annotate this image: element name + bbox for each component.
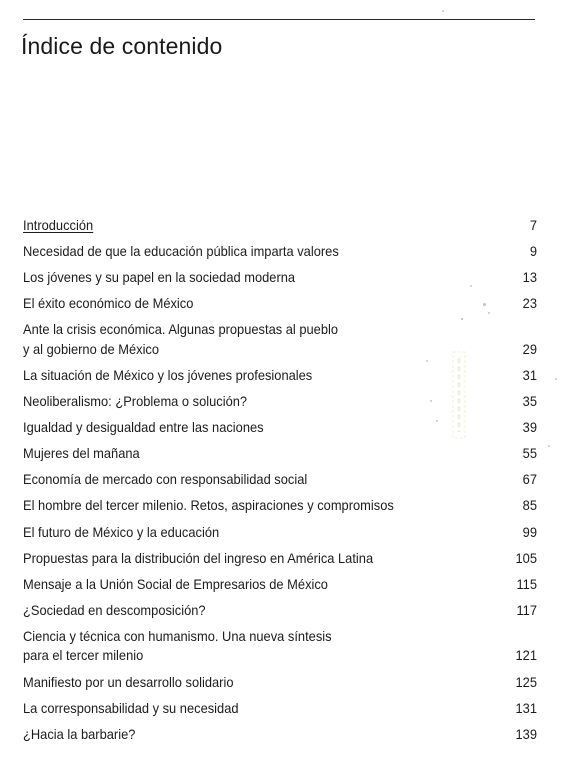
toc-entry-page-number: 99 — [522, 523, 538, 540]
toc-entry-page-number: 131 — [515, 699, 538, 716]
scan-speck — [488, 312, 490, 314]
toc-entry — [23, 268, 537, 294]
toc-entry-title: El éxito económico de México — [23, 295, 194, 312]
toc-entry — [23, 549, 537, 575]
toc-entry-page-number: 117 — [516, 601, 538, 618]
toc-entry-title: ¿Sociedad en descomposición? — [23, 601, 206, 618]
toc-entry-page-number: 85 — [522, 497, 538, 514]
toc-entry-title: Propuestas para la distribución del ingreso en América Latina — [23, 549, 374, 566]
toc-entry-page-number: 9 — [529, 243, 538, 260]
toc-entry — [23, 470, 537, 496]
toc-entry-page-number: 55 — [522, 445, 538, 462]
toc-entry-page-number: 39 — [522, 419, 538, 436]
scan-speck — [483, 303, 486, 306]
toc-entry-page-number: 7 — [529, 217, 538, 233]
toc-entry-title: Los jóvenes y su papel en la sociedad moderna — [23, 269, 296, 286]
toc-entry-page-number: 105 — [515, 549, 538, 566]
page-title: Índice de contenido — [21, 33, 223, 59]
toc-entry-title: Necesidad de que la educación pública imparta valores — [23, 243, 339, 260]
toc-entry-page-number: 23 — [522, 295, 538, 312]
toc-entry — [23, 496, 537, 522]
table-of-contents — [23, 216, 537, 751]
toc-entry-title: Mujeres del mañana — [23, 445, 140, 462]
toc-entry-page-number: 29 — [522, 340, 538, 357]
toc-entry — [23, 444, 537, 470]
toc-entry — [23, 725, 537, 751]
toc-entry-title: El futuro de México y la educación — [23, 523, 220, 540]
top-rule — [23, 19, 535, 20]
toc-entry-title: El hombre del tercer milenio. Retos, aspiraciones y compromisos — [23, 497, 394, 514]
toc-entry-title: Economía de mercado con responsabilidad social — [23, 471, 308, 488]
toc-entry — [23, 673, 537, 699]
toc-entry — [23, 575, 537, 601]
toc-entry-page-number: 139 — [515, 725, 538, 742]
toc-entry — [23, 523, 537, 549]
scan-speck — [426, 360, 428, 362]
toc-entry-page-number: 31 — [522, 366, 538, 383]
toc-entry — [23, 216, 537, 242]
toc-entry-page-number: 67 — [522, 471, 538, 488]
toc-entry-title: La corresponsabilidad y su necesidad — [23, 699, 239, 716]
scan-speck — [442, 10, 444, 12]
toc-entry-page-number: 125 — [515, 673, 538, 690]
toc-entry-page-number: 121 — [515, 647, 538, 664]
toc-entry — [23, 627, 537, 673]
scan-speck — [470, 285, 472, 287]
toc-entry — [23, 294, 537, 320]
toc-entry-page-number: 35 — [522, 393, 538, 410]
scan-speck — [430, 400, 432, 402]
toc-entry-title: Manifiesto por un desarrollo solidario — [23, 673, 234, 690]
toc-entry — [23, 699, 537, 725]
toc-entry-page-number: 115 — [516, 575, 538, 592]
toc-entry-title: Ciencia y técnica con humanismo. Una nueva síntesis para el tercer milenio — [23, 627, 332, 664]
toc-entry-title: La situación de México y los jóvenes profesionales — [23, 366, 313, 383]
toc-entry-title: Neoliberalismo: ¿Problema o solución? — [23, 393, 248, 410]
scan-speck — [436, 420, 438, 422]
toc-entry-title: ¿Hacia la barbarie? — [23, 725, 136, 742]
toc-entry-title: Ante la crisis económica. Algunas propuestas al pueblo y al gobierno de México — [23, 321, 339, 357]
toc-entry-page-number: 13 — [522, 269, 538, 286]
scan-speck — [461, 318, 463, 320]
toc-entry — [23, 242, 537, 268]
toc-entry-title: Mensaje a la Unión Social de Empresarios de México — [23, 575, 328, 592]
scan-speck — [548, 445, 550, 447]
faded-stamp-mark — [450, 350, 468, 440]
toc-entry-title: Igualdad y desigualdad entre las naciones — [23, 419, 264, 436]
toc-entry — [23, 601, 537, 627]
scan-speck — [555, 378, 557, 380]
toc-entry-title: Introducción — [23, 217, 94, 233]
